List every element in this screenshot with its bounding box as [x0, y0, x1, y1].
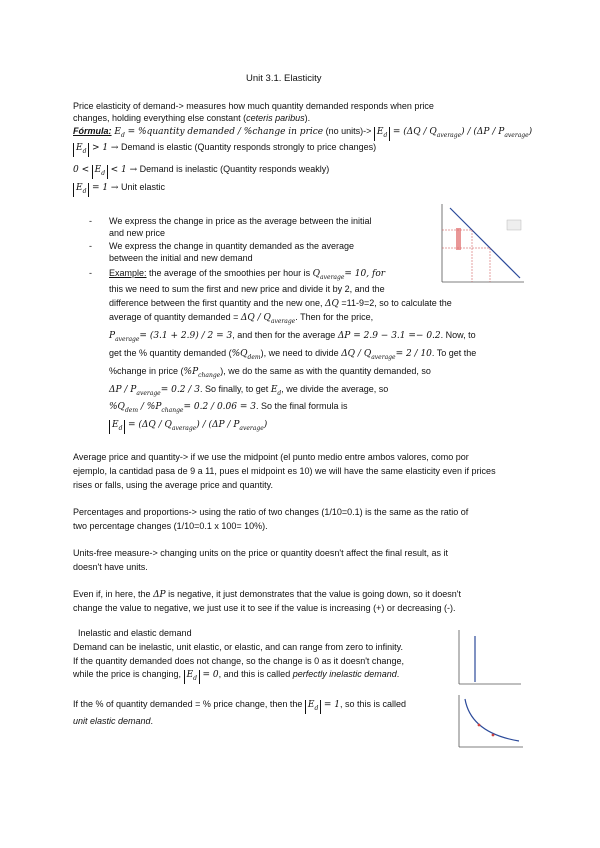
page-title: Unit 3.1. Elasticity — [246, 73, 322, 84]
midpoint-line-3: rises or falls, using the average price and quantity. — [73, 480, 273, 490]
price-change-marker — [456, 228, 461, 250]
perfect-inelastic-line-1: If the quantity demanded does not change, so the change is 0 as it doesn't change, — [73, 656, 404, 666]
bullet-2-line-2: between the initial and new demand — [109, 253, 253, 263]
demand-line-chart — [432, 200, 527, 288]
midpoint-line-2: ejemplo, la cantidad pasa de 9 a 11, pues el midpoint es 10) we will have the same elasticity even if prices — [73, 466, 496, 476]
unit-elastic-curve-chart — [453, 693, 525, 751]
inelastic-rule: $0 < E_d < 1$ → Demand is inelastic (Quantity responds weakly) — [73, 164, 330, 177]
negative-line-1: Even if, in here, the ΔP is negative, it just demonstrates that the value is going down, so it doesn't — [73, 589, 462, 600]
example-line-1: Example: the average of the smoothies per hour is $Q_{average}= 10$, for — [109, 268, 386, 281]
example-line-3: difference between the first quantity and the new one, ΔQ =11-9=2, so to calculate the — [109, 298, 452, 309]
unit-elastic-line-1: If the % of quantity demanded = % price change, then the $E_d = 1$, so this is called — [73, 699, 407, 712]
example-line-5: $P_{average}= (3.1 + 2.9) / 2 = 3$, and then for the average ΔP = 2.9 − 3.1 =− 0.2. Now, to — [109, 330, 476, 343]
example-line-6: get the % quantity demanded $(\%Q_{dem})$, we need to divide $\Delta Q / Q_{average}= 2 / 10$. To get the — [109, 348, 477, 361]
legend-box — [507, 220, 521, 230]
percentages-line-1: Percentages and proportions-> using the ratio of two changes (1/10=0.1) is the same as the ratio of — [73, 507, 469, 517]
formula-line: Fórmula: $E_d$ = %quantity demanded / %change in price (no units)-> $E_d = (\Delta Q / Q_{average}) / (\Delta P / P_{average})$ — [73, 126, 533, 139]
curve-point-1 — [478, 724, 481, 727]
units-free-line-2: doesn't have units. — [73, 562, 148, 572]
example-line-10: $E_d = (\Delta Q / Q_{average}) / (\Delta P / P_{average})$ — [109, 419, 267, 434]
formula-label: Fórmula: — [73, 126, 112, 136]
unit-elastic-rule: $E_d = 1$ → Unit elastic — [73, 182, 165, 197]
definition-line-2: changes, holding everything else constant (ceteris paribus). — [73, 113, 311, 123]
units-free-line-1: Units-free measure-> changing units on the price or quantity doesn't affect the final result, as it — [73, 548, 449, 558]
bullet-1-line-1: We express the change in price as the average between the initial — [109, 216, 372, 226]
section-heading: Inelastic and elastic demand — [78, 628, 192, 638]
bullet-1-line-2: and new price — [109, 228, 166, 238]
midpoint-line-1: Average price and quantity-> if we use the midpoint (el punto medio entre ambos valores, como por — [73, 452, 469, 462]
bullet-dash-2: - — [89, 241, 92, 251]
example-line-7: %change in price $(\%P_{change})$, we do the same as with the quantity demanded, so — [109, 366, 431, 379]
chart-background — [432, 200, 527, 288]
elastic-rule: $E_d > 1$ → Demand is elastic (Quantity responds strongly to price changes) — [73, 142, 376, 157]
vertical-demand-chart — [453, 628, 523, 688]
example-line-9: $\%Q_{dem} / \%P_{change}= 0.2 / 0.06 = 3$. So the final formula is — [109, 401, 348, 414]
bullet-dash-1: - — [89, 216, 92, 226]
definition-line-1: Price elasticity of demand-> measures how much quantity demanded responds when price — [73, 101, 434, 111]
demand-range-line: Demand can be inelastic, unit elastic, or elastic, and can range from zero to infinity. — [73, 642, 403, 652]
example-line-4: average of quantity demanded = ΔQ / $Q_{average}$. Then for the price, — [109, 312, 374, 325]
percentages-line-2: two percentage changes (1/10=0.1 x 100= 10%). — [73, 521, 268, 531]
perfect-inelastic-line-2: while the price is changing, $E_d = 0$, and this is called perfectly inelastic demand. — [73, 669, 400, 682]
curve-point-2 — [492, 734, 495, 737]
bullet-2-line-1: We express the change in quantity demanded as the average — [109, 241, 354, 251]
bullet-dash-3: - — [89, 268, 92, 278]
example-line-8: $\Delta P / P_{average}= 0.2 / 3$. So finally, to get $E_d$, we divide the average, so — [109, 384, 389, 397]
unit-elastic-line-2: unit elastic demand. — [73, 716, 154, 726]
negative-line-2: change the value to negative, we just use it to see if the value is increasing (+) or decreasing (-). — [73, 603, 456, 613]
example-line-2: this we need to sum the first and new price and divide it by 2, and the — [109, 284, 385, 294]
